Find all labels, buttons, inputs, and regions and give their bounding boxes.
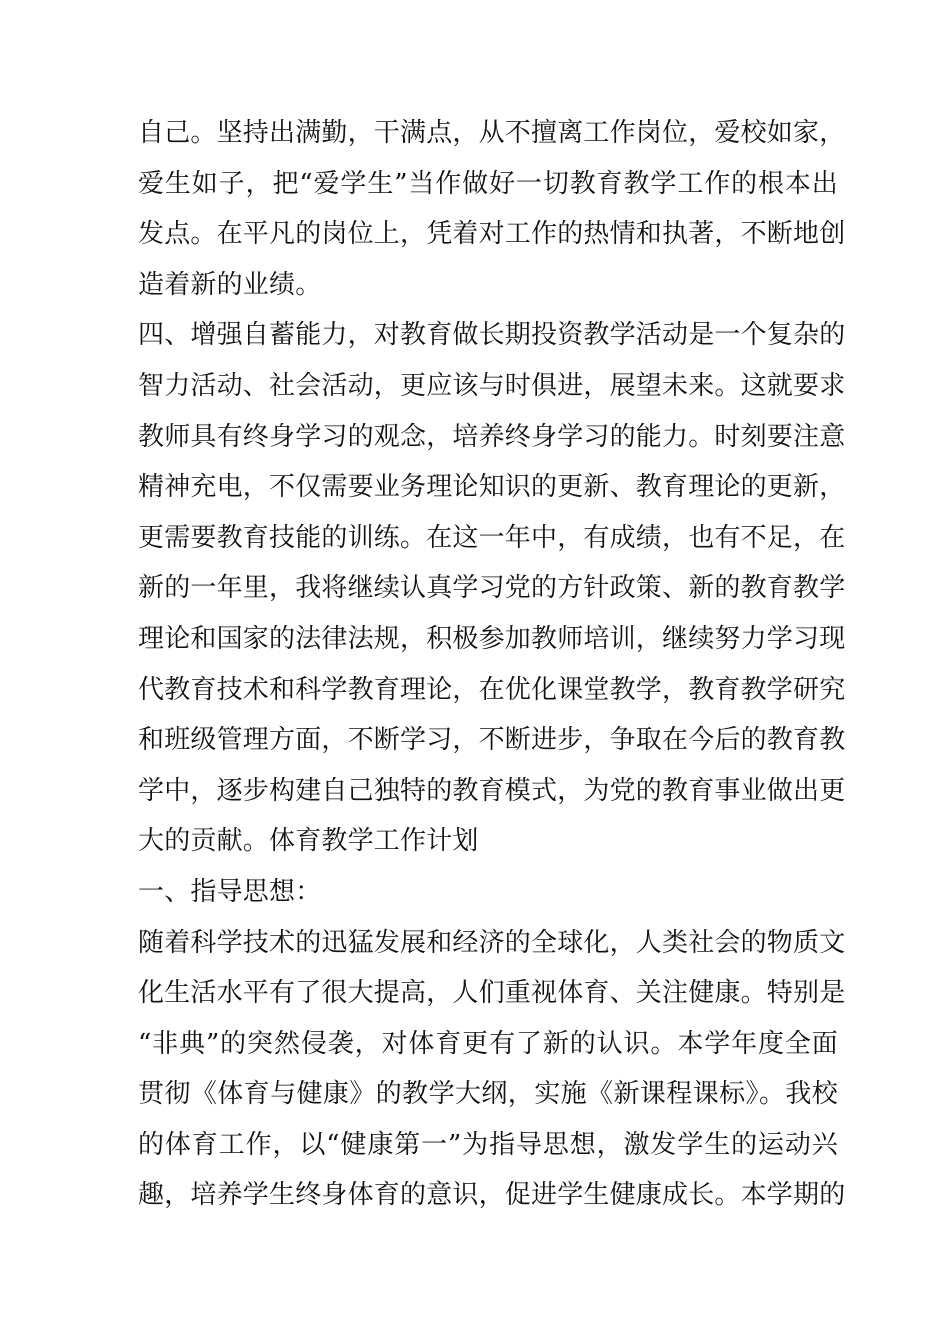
text-line: 造着新的业绩。 (138, 269, 322, 300)
text-line: “非典”的突然侵袭，对体育更有了新的认识。本学年度全面 (138, 1028, 838, 1059)
text-line: 贯彻《体育与健康》的教学大纲，实施《新课程课标》。我校 (138, 1079, 838, 1110)
text-line: 和班级管理方面，不断学习，不断进步，争取在今后的教育教 (138, 725, 846, 756)
text-line: 精神充电，不仅需要业务理论知识的更新、教育理论的更新， (138, 472, 846, 503)
text-line: 教师具有终身学习的观念，培养终身学习的能力。时刻要注意 (138, 421, 846, 452)
text-line: 的体育工作，以“健康第一”为指导思想，激发学生的运动兴 (138, 1129, 838, 1160)
text-line: 爱生如子，把“爱学生”当作做好一切教育教学工作的根本出 (138, 168, 838, 199)
document-body (138, 108, 846, 1221)
text-line: 发点。在平凡的岗位上，凭着对工作的热情和执著，不断地创 (138, 219, 846, 250)
text-line: 新的一年里，我将继续认真学习党的方针政策、新的教育教学 (138, 573, 846, 604)
text-line: 智力活动、社会活动，更应该与时俱进，展望未来。这就要求 (138, 370, 846, 401)
text-line: 自己。坚持出满勤，干满点，从不擅离工作岗位，爱校如家， (138, 118, 846, 148)
text-line: 代教育技术和科学教育理论，在优化课堂教学，教育教学研究 (138, 674, 846, 705)
text-line: 随着科学技术的迅猛发展和经济的全球化，人类社会的物质文 (138, 927, 846, 958)
text-line: 大的贡献。体育教学工作计划 (138, 826, 479, 857)
text-line: 理论和国家的法律法规，积极参加教师培训，继续努力学习现 (138, 623, 846, 654)
text-line: 四、增强自蓄能力，对教育做长期投资教学活动是一个复杂的 (138, 320, 846, 351)
text-line: 更需要教育技能的训练。在这一年中，有成绩，也有不足，在 (138, 522, 846, 553)
text-line: 化生活水平有了很大提高，人们重视体育、关注健康。特别是 (138, 978, 846, 1009)
text-line: 趣，培养学生终身体育的意识，促进学生健康成长。本学期的 (138, 1180, 846, 1211)
text-line: 一、指导思想： (138, 876, 322, 907)
text-line: 学中，逐步构建自己独特的教育模式，为党的教育事业做出更 (138, 775, 846, 806)
